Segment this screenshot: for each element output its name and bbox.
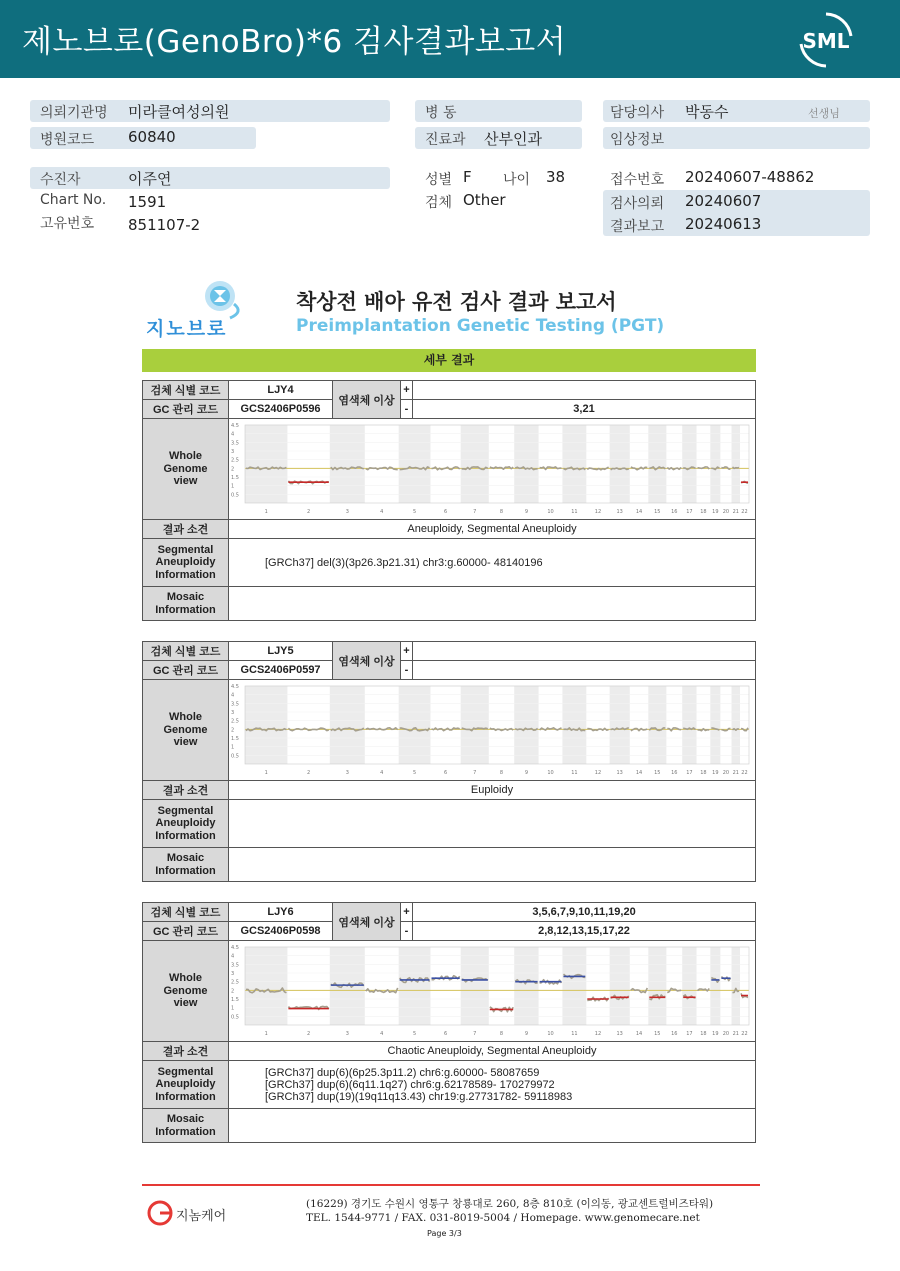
whole-genome-chart xyxy=(229,941,756,1042)
report-title-kr: 착상전 배아 유전 검사 결과 보고서 xyxy=(296,290,617,314)
whole-genome-chart xyxy=(229,419,756,520)
mosaic-info xyxy=(229,848,756,882)
report-title-en: Preimplantation Genetic Testing (PGT) xyxy=(296,316,665,336)
chart-no-label: Chart No. xyxy=(40,192,107,208)
x-tick-label: 22 xyxy=(741,1031,748,1037)
x-tick-label: 19 xyxy=(712,509,719,515)
ward-label: 병 동 xyxy=(425,105,457,121)
gc-code-label: GC 관리 코드 xyxy=(143,400,229,419)
gain-chromosomes xyxy=(413,642,756,661)
y-tick-label: 4.5 xyxy=(231,945,239,951)
hospital-code-label: 병원코드 xyxy=(40,132,95,148)
unique-no-value: 851107-2 xyxy=(128,216,201,234)
x-tick-label: 3 xyxy=(345,1031,349,1037)
y-tick-label: 0.5 xyxy=(231,1014,239,1021)
examinee-label: 수진자 xyxy=(40,172,81,188)
x-tick-label: 12 xyxy=(594,509,602,515)
address-line: (16229) 경기도 수원시 영통구 창룡대로 260, 8층 810호 (이의동, 광교센트럴비즈타워) xyxy=(306,1198,714,1210)
abnormality-label: 염색체 이상 xyxy=(333,642,401,680)
x-tick-label: 19 xyxy=(712,1031,719,1037)
y-tick-label: 4 xyxy=(231,431,235,438)
x-tick-label: 10 xyxy=(547,509,554,515)
sample-id-label: 검체 식별 코드 xyxy=(143,642,229,661)
x-tick-label: 11 xyxy=(571,1031,578,1037)
x-tick-label: 7 xyxy=(473,1031,477,1037)
x-tick-label: 1 xyxy=(264,509,268,515)
mosaic-label: Mosaic Information xyxy=(143,1109,229,1143)
chromosome-band xyxy=(732,425,740,503)
x-tick-label: 11 xyxy=(571,509,578,515)
examinee-pill xyxy=(30,167,390,189)
y-tick-label: 0.5 xyxy=(231,753,239,760)
request-date: 20240607 xyxy=(685,192,762,210)
unique-no-label: 고유번호 xyxy=(40,216,95,232)
plus-sign: + xyxy=(401,903,413,922)
footer-divider xyxy=(142,1184,760,1186)
gain-chromosomes: 3,5,6,7,9,10,11,19,20 xyxy=(413,903,756,922)
request-label: 검사의뢰 xyxy=(610,196,665,212)
x-tick-label: 12 xyxy=(594,1031,602,1037)
chart-no-value: 1591 xyxy=(128,193,167,211)
x-tick-label: 20 xyxy=(722,509,730,515)
copy-number-points xyxy=(490,467,513,469)
y-tick-label: 4 xyxy=(231,692,235,699)
x-tick-label: 15 xyxy=(654,770,661,776)
x-tick-label: 10 xyxy=(547,1031,554,1037)
y-tick-label: 3 xyxy=(231,710,235,716)
chromosome-band xyxy=(682,947,696,1025)
x-tick-label: 13 xyxy=(616,1031,623,1037)
plus-sign: + xyxy=(401,642,413,661)
segmental-info xyxy=(229,539,756,587)
chromosome-band xyxy=(461,686,489,764)
sample-id-label: 검체 식별 코드 xyxy=(143,381,229,400)
specimen-value: Other xyxy=(463,191,506,209)
x-tick-label: 9 xyxy=(524,1031,529,1037)
mosaic-label: Mosaic Information xyxy=(143,848,229,882)
minus-sign: - xyxy=(401,922,413,941)
gc-code-value: GCS2406P0597 xyxy=(229,661,333,680)
gain-chromosomes xyxy=(413,381,756,400)
x-tick-label: 20 xyxy=(722,1031,730,1037)
department-value: 산부인과 xyxy=(484,130,542,148)
chromosome-band xyxy=(399,947,431,1025)
copy-number-points xyxy=(631,467,648,470)
y-tick-label: 2 xyxy=(231,988,235,995)
plus-sign: + xyxy=(401,381,413,400)
gc-code-value: GCS2406P0598 xyxy=(229,922,333,941)
gc-code-label: GC 관리 코드 xyxy=(143,922,229,941)
segmental-label: Segmental Aneuploidy Information xyxy=(143,1061,229,1109)
chromosome-band xyxy=(648,947,666,1025)
x-tick-label: 3 xyxy=(345,509,349,515)
x-tick-label: 18 xyxy=(700,770,707,776)
pgt-report-head xyxy=(142,278,762,340)
genome-plot xyxy=(229,941,755,1038)
x-tick-label: 2 xyxy=(307,770,311,776)
segmental-line: [GRCh37] del(3)(3p26.3p21.31) chr3:g.60000- 48140196 xyxy=(265,556,543,569)
hospital-code-value: 60840 xyxy=(128,128,176,146)
chromosome-band xyxy=(245,425,287,503)
segmental-line: [GRCh37] dup(6)(6q11.1q27) chr6:g.62178589- 170279972 xyxy=(265,1078,555,1091)
x-tick-label: 16 xyxy=(671,1031,678,1037)
sample-table xyxy=(142,380,756,621)
x-tick-label: 19 xyxy=(712,770,719,776)
footer-brand: 지놈케어 xyxy=(176,1209,227,1224)
segmental-info xyxy=(229,800,756,848)
y-tick-label: 4 xyxy=(231,953,235,960)
chromosome-band xyxy=(710,425,720,503)
x-tick-label: 10 xyxy=(547,770,554,776)
x-tick-label: 4 xyxy=(380,1031,384,1037)
x-tick-label: 6 xyxy=(443,509,448,515)
genomecare-logo-icon xyxy=(146,1199,174,1227)
chromosome-band xyxy=(330,686,365,764)
result-value: Chaotic Aneuploidy, Segmental Aneuploidy xyxy=(229,1042,756,1061)
y-tick-label: 1 xyxy=(231,1005,235,1012)
mosaic-info xyxy=(229,587,756,621)
abnormality-label: 염색체 이상 xyxy=(333,903,401,941)
chromosome-band xyxy=(562,947,586,1025)
loss-chromosomes: 3,21 xyxy=(413,400,756,419)
x-tick-label: 13 xyxy=(616,770,623,776)
department-label: 진료과 xyxy=(425,132,466,148)
segmental-label: Segmental Aneuploidy Information xyxy=(143,539,229,587)
sml-logo xyxy=(796,10,856,70)
chromosome-band xyxy=(710,686,720,764)
x-tick-label: 17 xyxy=(686,509,693,515)
sample-id-value: LJY4 xyxy=(229,381,333,400)
result-label: 결과 소견 xyxy=(143,781,229,800)
chromosome-band xyxy=(245,686,287,764)
x-tick-label: 5 xyxy=(412,1031,417,1037)
report-title: 제노브로(GenoBro)*6 검사결과보고서 xyxy=(22,24,567,60)
chromosome-band xyxy=(682,425,696,503)
result-value: Aneuploidy, Segmental Aneuploidy xyxy=(229,520,756,539)
receipt-no-label: 접수번호 xyxy=(610,172,665,188)
x-tick-label: 16 xyxy=(671,770,678,776)
minus-sign: - xyxy=(401,400,413,419)
report-date: 20240613 xyxy=(685,215,762,233)
specimen-label: 검체 xyxy=(425,195,453,211)
chromosome-band xyxy=(514,947,538,1025)
copy-number-points xyxy=(667,467,681,469)
whole-genome-label: Whole Genome view xyxy=(143,941,229,1042)
y-tick-label: 4.5 xyxy=(231,684,239,690)
y-tick-label: 1.5 xyxy=(231,997,239,1003)
x-tick-label: 18 xyxy=(700,509,707,515)
sample-table xyxy=(142,902,756,1143)
chromosome-band xyxy=(682,686,696,764)
copy-number-points xyxy=(733,467,740,469)
x-tick-label: 7 xyxy=(473,770,477,776)
sample-id-label: 검체 식별 코드 xyxy=(143,903,229,922)
x-tick-label: 21 xyxy=(732,509,739,515)
doctor-value: 박동수 xyxy=(685,103,729,121)
x-tick-label: 8 xyxy=(499,509,504,515)
segmental-line: [GRCh37] dup(19)(19q11q13.43) chr19:g.27731782- 59118983 xyxy=(265,1090,573,1103)
whole-genome-label: Whole Genome view xyxy=(143,419,229,520)
segmental-line: [GRCh37] dup(6)(6p25.3p11.2) chr6:g.60000- 58087659 xyxy=(265,1066,540,1079)
chromosome-band xyxy=(514,425,538,503)
sample-table xyxy=(142,641,756,882)
gc-code-label: GC 관리 코드 xyxy=(143,661,229,680)
age-value: 38 xyxy=(546,168,566,186)
whole-genome-chart xyxy=(229,680,756,781)
x-tick-label: 9 xyxy=(524,770,529,776)
x-tick-label: 22 xyxy=(741,770,748,776)
report-label: 결과보고 xyxy=(610,219,665,235)
segmental-label: Segmental Aneuploidy Information xyxy=(143,800,229,848)
x-tick-label: 5 xyxy=(412,770,417,776)
mosaic-label: Mosaic Information xyxy=(143,587,229,621)
result-label: 결과 소견 xyxy=(143,1042,229,1061)
plot-frame xyxy=(245,947,749,1025)
plot-frame xyxy=(245,425,749,503)
copy-number-points xyxy=(587,728,608,730)
x-tick-label: 21 xyxy=(732,770,739,776)
chromosome-band xyxy=(514,686,538,764)
chromosome-band xyxy=(330,425,365,503)
chromosome-band xyxy=(461,947,489,1025)
x-tick-label: 8 xyxy=(499,770,504,776)
chromosome-band xyxy=(461,425,489,503)
receipt-no-value: 20240607-48862 xyxy=(685,168,815,186)
x-tick-label: 16 xyxy=(671,509,678,515)
clinical-label: 임상정보 xyxy=(610,132,665,148)
chromosome-band xyxy=(399,686,431,764)
y-tick-label: 3.5 xyxy=(231,701,239,708)
copy-number-points xyxy=(587,467,608,470)
sex-value: F xyxy=(463,168,472,186)
y-tick-label: 1.5 xyxy=(231,736,239,742)
chromosome-band xyxy=(710,947,720,1025)
x-tick-label: 1 xyxy=(264,1031,268,1037)
x-tick-label: 20 xyxy=(722,770,730,776)
doctor-label: 담당의사 xyxy=(610,105,665,121)
x-tick-label: 3 xyxy=(345,770,349,776)
y-tick-label: 2.5 xyxy=(231,979,239,986)
x-tick-label: 4 xyxy=(380,509,384,515)
x-tick-label: 6 xyxy=(443,1031,448,1037)
x-tick-label: 6 xyxy=(443,770,448,776)
x-tick-label: 8 xyxy=(499,1031,504,1037)
x-tick-label: 11 xyxy=(571,770,578,776)
y-tick-label: 1 xyxy=(231,744,235,751)
y-tick-label: 2 xyxy=(231,727,235,734)
examinee-value: 이주연 xyxy=(128,170,172,188)
x-tick-label: 2 xyxy=(307,1031,311,1037)
chromosome-band xyxy=(732,947,740,1025)
segmental-info xyxy=(229,1061,756,1109)
x-tick-label: 15 xyxy=(654,1031,661,1037)
x-tick-label: 12 xyxy=(594,770,602,776)
y-tick-label: 0.5 xyxy=(231,492,239,499)
copy-number-points xyxy=(366,728,398,730)
sample-id-value: LJY5 xyxy=(229,642,333,661)
contact-line: TEL. 1544-9771 / FAX. 031-8019-5004 / Homepage. www.genomecare.net xyxy=(306,1212,700,1224)
chromosome-band xyxy=(562,425,586,503)
chromosome-band xyxy=(648,425,666,503)
y-tick-label: 1.5 xyxy=(231,475,239,481)
chromosome-band xyxy=(610,947,630,1025)
chromosome-band xyxy=(610,425,630,503)
sample-id-value: LJY6 xyxy=(229,903,333,922)
genome-plot xyxy=(229,419,755,516)
genome-plot xyxy=(229,680,755,777)
chromosome-band xyxy=(245,947,287,1025)
y-tick-label: 3 xyxy=(231,449,235,455)
y-tick-label: 1 xyxy=(231,483,235,490)
x-tick-label: 15 xyxy=(654,509,661,515)
x-tick-label: 5 xyxy=(412,509,417,515)
age-label: 나이 xyxy=(503,172,531,188)
chromosome-band xyxy=(732,686,740,764)
x-tick-label: 17 xyxy=(686,1031,693,1037)
detailed-results-bar: 세부 결과 xyxy=(142,349,756,372)
y-tick-label: 2.5 xyxy=(231,457,239,464)
sex-label: 성별 xyxy=(425,172,453,188)
y-tick-label: 3.5 xyxy=(231,440,239,447)
chromosome-band xyxy=(648,686,666,764)
x-tick-label: 1 xyxy=(264,770,268,776)
result-label: 결과 소견 xyxy=(143,520,229,539)
x-tick-label: 7 xyxy=(473,509,477,515)
chromosome-band xyxy=(399,425,431,503)
institution-label: 의뢰기관명 xyxy=(40,105,108,121)
footer-address xyxy=(306,1197,713,1225)
report-header xyxy=(0,0,900,78)
y-tick-label: 3.5 xyxy=(231,962,239,969)
x-tick-label: 14 xyxy=(635,770,643,776)
copy-number-points xyxy=(366,467,398,470)
y-tick-label: 3 xyxy=(231,971,235,977)
gc-code-value: GCS2406P0596 xyxy=(229,400,333,419)
sml-logo-text: SML xyxy=(802,29,850,53)
x-tick-label: 9 xyxy=(524,509,529,515)
loss-chromosomes xyxy=(413,661,756,680)
y-tick-label: 2.5 xyxy=(231,718,239,725)
chromosome-band xyxy=(562,686,586,764)
x-tick-label: 18 xyxy=(700,1031,707,1037)
y-tick-label: 4.5 xyxy=(231,423,239,429)
x-tick-label: 4 xyxy=(380,770,384,776)
x-tick-label: 22 xyxy=(741,509,748,515)
plot-frame xyxy=(245,686,749,764)
page-number: Page 3/3 xyxy=(427,1229,462,1238)
loss-chromosomes: 2,8,12,13,15,17,22 xyxy=(413,922,756,941)
whole-genome-label: Whole Genome view xyxy=(143,680,229,781)
abnormality-label: 염색체 이상 xyxy=(333,381,401,419)
institution-value: 미라클여성의원 xyxy=(128,103,230,121)
x-tick-label: 14 xyxy=(635,1031,643,1037)
x-tick-label: 17 xyxy=(686,770,693,776)
doctor-suffix: 선생님 xyxy=(808,107,840,120)
y-tick-label: 2 xyxy=(231,466,235,473)
chromosome-band xyxy=(610,686,630,764)
genobro-brand: 지노브로 xyxy=(146,318,228,340)
x-tick-label: 21 xyxy=(732,1031,739,1037)
x-tick-label: 2 xyxy=(307,509,311,515)
result-value: Euploidy xyxy=(229,781,756,800)
x-tick-label: 14 xyxy=(635,509,643,515)
minus-sign: - xyxy=(401,661,413,680)
x-tick-label: 13 xyxy=(616,509,623,515)
mosaic-info xyxy=(229,1109,756,1143)
